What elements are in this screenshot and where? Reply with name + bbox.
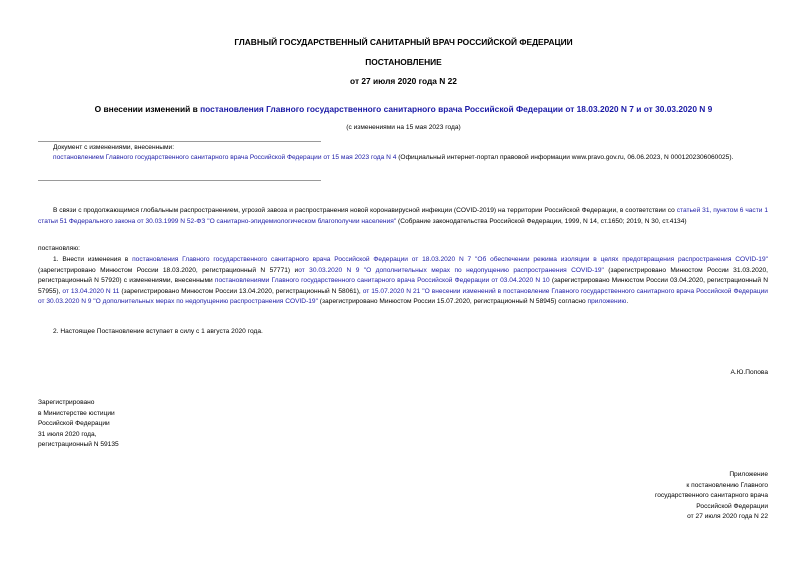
registration-line: 31 июля 2020 года, (38, 430, 97, 438)
item1-text-2: (зарегистрировано Минюстом России 18.03.2020, регистрационный N 57771) и (38, 266, 299, 274)
resolution-11-link[interactable]: от 13.04.2020 N 11 (62, 287, 120, 295)
item1-text-5: (зарегистрировано Минюстом России 13.04.2020, регистрационный N 58061), (119, 287, 363, 295)
preamble-paragraph (38, 206, 768, 227)
document-type: ПОСТАНОВЛЕНИЕ (365, 57, 442, 67)
issuing-authority: ГЛАВНЫЙ ГОСУДАРСТВЕННЫЙ САНИТАРНЫЙ ВРАЧ РОССИЙСКОЙ ФЕДЕРАЦИИ (234, 37, 573, 47)
divider-top (38, 141, 321, 142)
document-title (0, 104, 807, 114)
item1-text-4: (зарегистрировано Минюстом России 03.04.2020, регистрационный N 57955), (38, 277, 768, 295)
federal-law-link[interactable]: статьей 31, пунктом 6 части 1 статьи 51 Федерального закона от 30.03.1999 N 52-ФЗ "О санитарно-эпидемиологическом благополучии населения" (38, 207, 768, 225)
title-link[interactable]: постановления Главного государственного санитарного врача Российской Федерации от 18.03.2020 N 7 и от 30.03.2020 N 9 (200, 104, 713, 114)
appendix-line: Приложение (729, 471, 768, 478)
amendments-label: Документ с изменениями, внесенными: (53, 144, 175, 151)
item1-text-7: . (626, 298, 629, 306)
appendix-line: Российской Федерации (696, 502, 768, 510)
registration-line: в Министерстве юстиции (38, 409, 115, 417)
resolution-21-link[interactable]: от 15.07.2020 N 21 "О внесении изменений в постановление Главного государственного санитарного врача Российской Федерации от 30.03.2020 N 9 "О дополнительных мерах по недопущению распространения COVID-19" (38, 287, 768, 306)
preamble-text-1: В связи с продолжающимся глобальным распространением, угрозой завоза и распространения новой коронавирусной инфекции (COVID-2019) на территории Российской Федерации, в соответствии со (53, 207, 677, 214)
resolution-10-link[interactable]: постановлениями Главного государственного санитарного врача Российской Федерации от 03.04.2020 N 10 (214, 277, 550, 285)
resolution-9-link[interactable]: от 30.03.2020 N 9 "О дополнительных мерах по недопущению распространения COVID-19" (298, 266, 604, 274)
item1-text-3: (зарегистрировано Минюстом России 31.03.2020, регистрационный N 57920) с изменениями, внесенными (38, 266, 768, 285)
item-2-paragraph: 2. Настоящее Постановление вступает в силу с 1 августа 2020 года. (53, 328, 263, 335)
registration-block (38, 398, 119, 451)
item-1-paragraph (38, 255, 768, 308)
registration-line: регистрационный N 59135 (38, 441, 119, 449)
resolved-label: постановляю: (38, 245, 81, 252)
amendments-text (38, 153, 768, 164)
amendment-source: (Официальный интернет-портал правовой информации www.pravo.gov.ru, 06.06.2023, N 0001202306060025). (396, 154, 734, 161)
item1-text-1: 1. Внести изменения в (53, 256, 133, 263)
preamble-text-2: (Собрание законодательства Российской Федерации, 1999, N 14, ст.1650; 2019, N 30, ст.4134) (396, 217, 687, 225)
divider-bottom (38, 180, 321, 181)
document-date-number: от 27 июля 2020 года N 22 (350, 76, 457, 86)
amendment-link[interactable]: постановлением Главного государственного санитарного врача Российской Федерации от 15 мая 2023 года N 4 (53, 154, 397, 161)
appendix-link[interactable]: приложению (587, 298, 627, 306)
item1-text-6: (зарегистрировано Минюстом России 15.07.2020, регистрационный N 58945) согласно (317, 298, 588, 306)
registration-line: Российской Федерации (38, 420, 110, 428)
appendix-line: от 27 июля 2020 года N 22 (687, 513, 768, 521)
resolution-7-link[interactable]: постановления Главного государственного санитарного врача Российской Федерации от 18.03.2020 N 7 "Об обеспечении режима изоляции в целях предотвращения распространения COVID-19" (132, 256, 768, 263)
revision-note: (с изменениями на 15 мая 2023 года) (346, 124, 461, 131)
title-prefix: О внесении изменений в (94, 104, 201, 114)
signature: А.Ю.Попова (730, 369, 768, 376)
appendix-line: к постановлению Главного (686, 481, 768, 489)
registration-line: Зарегистрировано (38, 399, 95, 406)
appendix-line: государственного санитарного врача (654, 492, 768, 500)
appendix-block (568, 470, 768, 523)
